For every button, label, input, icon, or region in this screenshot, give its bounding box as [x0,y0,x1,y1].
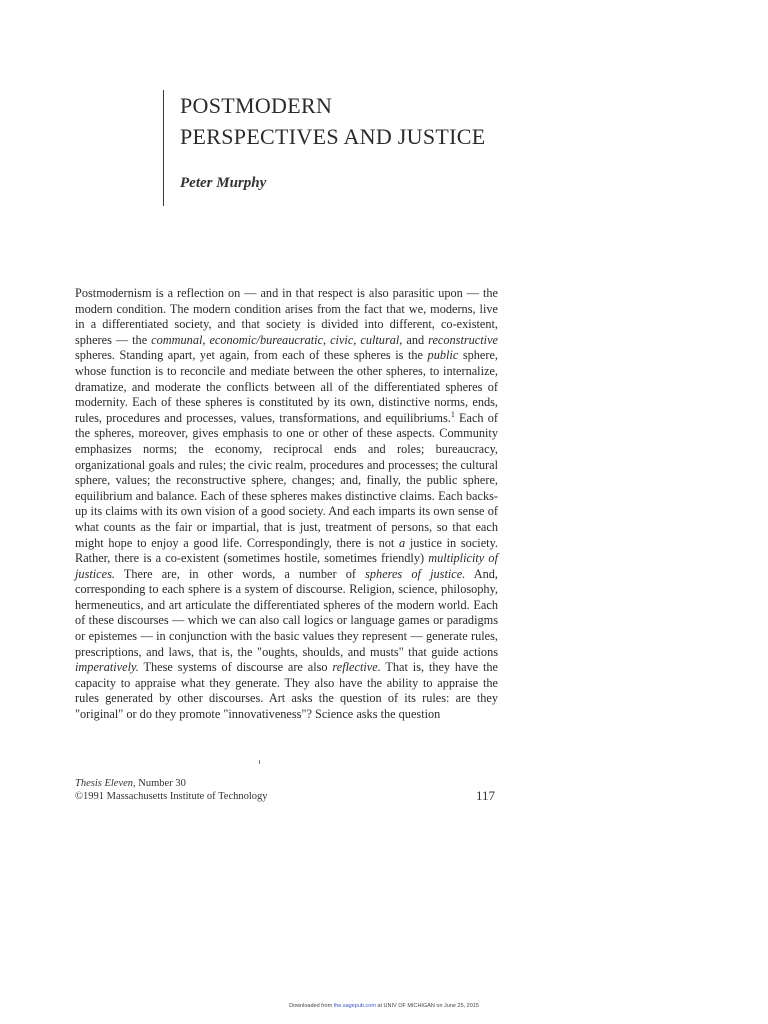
text-run: Postmodernism is a reflection on — and in that respect is also parasitic upon — the modern condition. The modern condition arises from the fact that we, moderns, live in a differentiated society, and that society is divided into different, co-existent, spheres — the [75,286,498,347]
text-run: And, corresponding to each sphere is a system of discourse. Religion, science, philosophy, hermeneutics, and art articulate the differentiated spheres of the modern world. Each of these discourses — which we can also call logics or language games or paradigms or epistemes — in conjunction with the basic values they represent — generate rules, prescriptions, and laws, that is, the "oughts, shoulds, and musts" that guide actions [75,566,498,659]
italic-run: a [399,535,406,550]
title-line-2: PERSPECTIVES AND JUSTICE [180,124,486,149]
copyright-line: ©1991 Massachusetts Institute of Technology [75,791,268,802]
text-run: These systems of discourse are also [138,660,333,675]
download-notice [0,1003,768,1009]
text-run: sphere, whose function is to reconcile and mediate between the other spheres, to internalize, dramatize, and moderate the conflicts between all of the differentiated spheres of modernity. Each of these spheres is constituted by its own, distinctive norms, ends, rules, procedures and processes, values, transformations, and equilibriums. [75,348,499,425]
download-suffix: at UNIV OF MICHIGAN on June 25, 2015 [375,1003,479,1009]
italic-run: reconstructive [428,332,499,347]
italic-run: public [427,348,459,363]
journal-issue: Number 30 [135,778,186,789]
body-paragraph [75,286,498,723]
italic-run: multiplicity of justices. [75,551,498,581]
journal-citation [75,777,495,790]
text-run: That is, they have the capacity to appraise what they generate. They also have the ability to appraise the rules generated by other discourses. Art asks the question of its rules: are they "original" or do they promote "innovativeness"? Science asks the question [75,660,499,722]
journal-name: Thesis Eleven, [75,778,136,789]
text-run: and [402,332,429,347]
text-run: justice in society. Rather, there is a co-existent (sometimes hostile, sometimes friendly) [75,535,498,566]
text-run: There are, in other words, a number of [114,566,366,581]
author-name: Peter Murphy [180,175,267,191]
article-title [180,90,485,152]
italic-run: imperatively. [75,660,139,675]
title-vertical-rule [163,90,164,206]
scan-mark [259,760,260,764]
page-number: 117 [476,788,496,803]
download-link[interactable]: the.sagepub.com [333,1003,376,1009]
footnote-marker: 1 [450,409,455,419]
italic-run: reflective. [332,660,381,675]
text-run: Each of the spheres, moreover, gives emphasis to one or other of these aspects. Community emphasizes norms; the economy, reciprocal ends and roles; bureaucracy, organizational goals and rules; the civic realm, procedures and processes; the cultural sphere, values; the reconstructive sphere, changes; and, finally, the public sphere, equilibrium and balance. Each of these spheres makes distinctive claims. Each backs-up its claims with its own vision of a good society. And each imparts its own sense of what counts as the fair or impartial, that is just, treatment of persons, so that each might hope to enjoy a good life. Correspondingly, there is not [75,410,498,550]
text-run: spheres. Standing apart, yet again, from each of these spheres is the [75,348,428,363]
title-line-1: POSTMODERN [180,93,333,118]
italic-run: spheres of justice. [365,566,466,581]
download-prefix: Downloaded from [289,1003,334,1009]
journal-footer [75,777,495,803]
italic-run: communal, economic/bureaucratic, civic, cultural, [151,332,403,347]
